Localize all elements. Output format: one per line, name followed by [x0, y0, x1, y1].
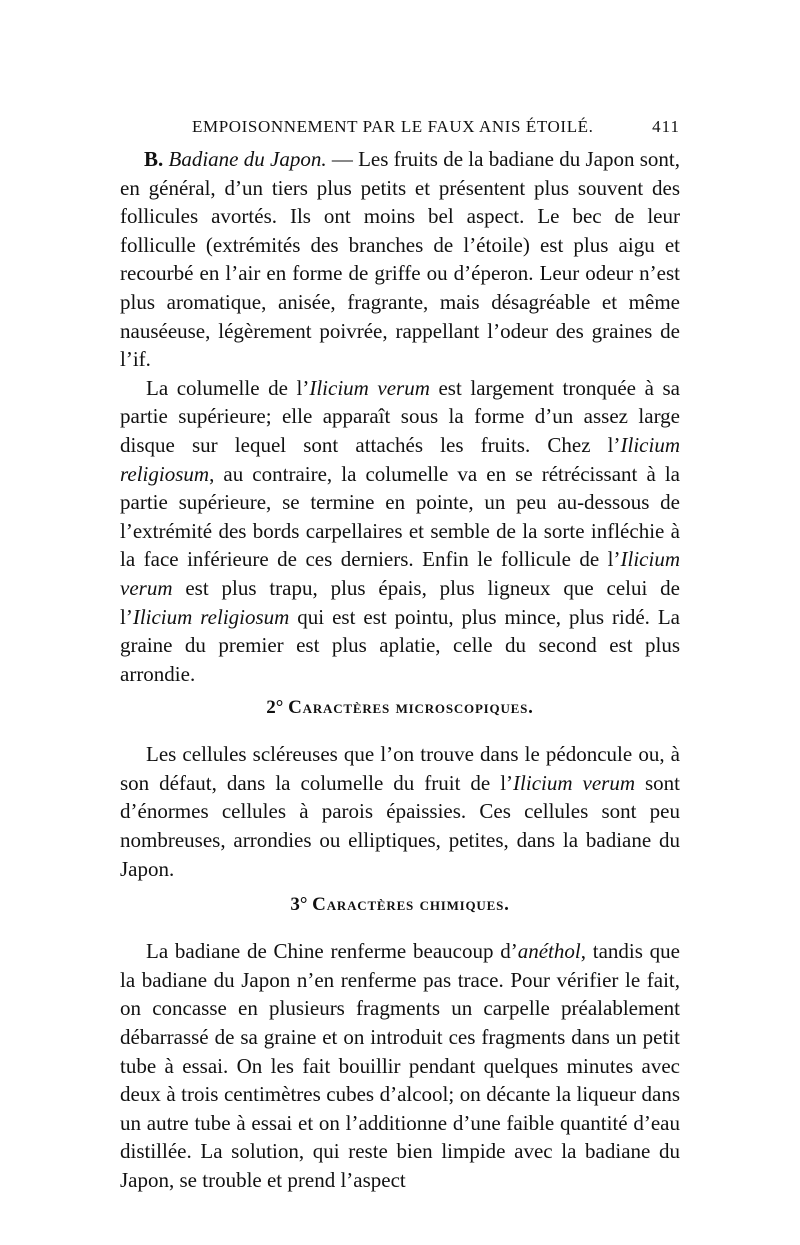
paragraph-chemical [120, 937, 680, 1194]
text-run: , au contraire, la columelle va en se rétrécissant à la partie supérieure, se termine en pointe, un peu au-dessous de l’extrémité des bords carpellaires et semble de la sorte infléchie à la face inférieure de ces derniers. Enfin le follicule de l’ [120, 461, 680, 572]
paragraph-microscopic [120, 740, 680, 883]
heading-title: Caractères chimiques. [312, 894, 510, 916]
text-run: est plus trapu, plus épais, plus ligneux que celui de l’ [120, 575, 680, 629]
body-text [120, 145, 680, 1195]
section-label: B. [144, 147, 164, 171]
text-run: qui est est pointu, plus mince, plus ridé. La graine du premier est plus aplatie, celle du second est plus arrondie. [120, 604, 680, 686]
species-name: Ilicium verum [513, 770, 635, 795]
running-head [192, 117, 680, 145]
page-number: 411 [652, 117, 680, 136]
heading-number: 2° [266, 697, 284, 719]
text-run: sont d’énormes cellules à parois épaissies. Ces cellules sont peu nombreuses, arrondies ou elliptiques, petites, dans la badiane du Japon. [120, 770, 680, 881]
chemical-name: anéthol [517, 939, 581, 964]
book-page [120, 117, 680, 1195]
text-run: , tandis que la badiane du Japon n’en renferme pas trace. Pour vérifier le fait, on concasse en plusieurs fragments un carpelle préalablement débarrassé de sa graine et on introduit ces fragments dans un petit tube à essai. On les fait bouillir pendant quelques minutes avec deux à trois centimètres cubes d’alcool; on décante la liqueur dans un autre tube à essai et on l’additionne d’une faible quantité d’eau distillée. La solution, qui reste bien limpide avec la badiane du Japon, se trouble et prend l’aspect [120, 939, 680, 1192]
text-run: La badiane de Chine renferme beaucoup d’ [146, 939, 518, 964]
species-name: Ilicium religiosum [120, 432, 680, 486]
text-run: La columelle de l’ [146, 375, 310, 400]
paragraph-columelle [120, 374, 680, 689]
species-name: Ilicium verum [309, 375, 430, 400]
heading-title: Caractères microscopiques. [288, 697, 534, 719]
heading-microscopic [120, 694, 680, 722]
paragraph-badiane-japon [120, 145, 680, 374]
section-b-text: — Les fruits de la badiane du Japon sont, en général, d’un tiers plus petits et présentent plus souvent des follicules avortés. Ils ont moins bel aspect. Le bec de leur folliculle (extrémités des branches de l’étoile) est plus aigu et recourbé en l’air en forme de griffe ou d’éperon. Leur odeur n’est plus aromatique, anisée, fragrante, mais désagréable et même nauséeuse, légèrement poivrée, rappellant l’odeur des graines de l’if. [120, 147, 680, 372]
text-run: Les cellules scléreuses que l’on trouve dans le pédoncule ou, à son défaut, dans la columelle du fruit de l’ [120, 742, 680, 795]
running-head-title: EMPOISONNEMENT PAR LE FAUX ANIS ÉTOILÉ. [192, 117, 594, 136]
heading-number: 3° [290, 894, 308, 916]
text-run: est largement tronquée à sa partie supérieure; elle apparaît sous la forme d’un assez large disque sur lequel sont attachés les fruits. Chez l’ [120, 375, 680, 457]
section-title: Badiane du Japon. [168, 147, 327, 171]
species-name: Ilicium religiosum [132, 604, 290, 629]
species-name: Ilicium verum [120, 547, 680, 600]
heading-chemical [120, 891, 680, 919]
